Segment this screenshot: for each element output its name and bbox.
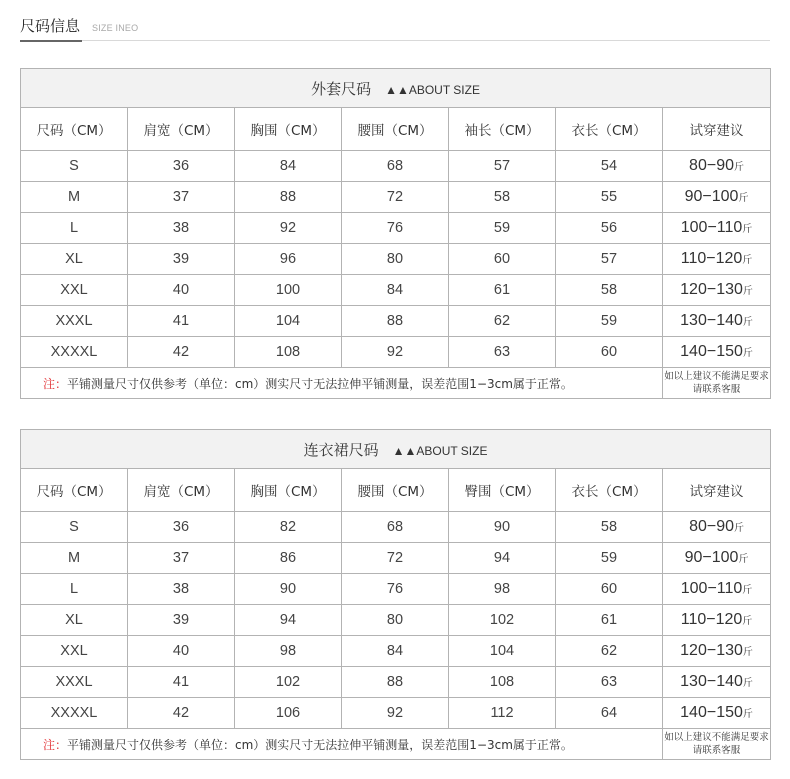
column-header: 衣长（CM） (556, 108, 663, 151)
table-cell: 42 (128, 337, 235, 368)
table-cell: 94 (449, 543, 556, 574)
table-cell: 41 (128, 667, 235, 698)
fit-advice-cell (663, 574, 771, 605)
table-cell: 58 (556, 275, 663, 306)
fit-advice-cell (663, 667, 771, 698)
table-cell: 57 (449, 151, 556, 182)
table-cell: L (21, 213, 128, 244)
column-header: 腰围（CM） (342, 469, 449, 512)
table-cell: 76 (342, 213, 449, 244)
table-cell: XXXXL (21, 337, 128, 368)
weight-unit: 斤 (738, 554, 749, 565)
fit-advice-cell (663, 698, 771, 729)
column-header: 袖长（CM） (449, 108, 556, 151)
column-header: 试穿建议 (663, 108, 771, 151)
table-cell: 39 (128, 244, 235, 275)
contact-service-note: 如以上建议不能满足要求请联系客服 (663, 729, 771, 760)
table-cell: 59 (556, 306, 663, 337)
table-cell: 80 (342, 244, 449, 275)
table-cell: 82 (235, 512, 342, 543)
table-cell: 98 (235, 636, 342, 667)
table-cell: 62 (556, 636, 663, 667)
column-header: 胸围（CM） (235, 108, 342, 151)
table-cell: 58 (556, 512, 663, 543)
weight-range: 80−90 (689, 518, 734, 535)
weight-unit: 斤 (742, 317, 753, 328)
table-cell: XXL (21, 636, 128, 667)
table-cell: 56 (556, 213, 663, 244)
table-cell: 96 (235, 244, 342, 275)
table-cell: 38 (128, 213, 235, 244)
note-label: 注： (43, 376, 68, 391)
table-row (21, 182, 771, 213)
table-cell: 38 (128, 574, 235, 605)
fit-advice-cell (663, 512, 771, 543)
table-cell: XL (21, 244, 128, 275)
weight-range: 130−140 (680, 312, 743, 329)
table-cell: 104 (449, 636, 556, 667)
table-cell: S (21, 512, 128, 543)
table-cell: 92 (342, 337, 449, 368)
table-cell: 64 (556, 698, 663, 729)
table-title-row (21, 69, 771, 108)
fit-advice-cell (663, 306, 771, 337)
table-cell: 84 (342, 275, 449, 306)
table-cell: L (21, 574, 128, 605)
table-cell: 108 (449, 667, 556, 698)
weight-range: 110−120 (680, 611, 743, 628)
weight-range: 90−100 (684, 188, 739, 205)
table-row (21, 275, 771, 306)
table-cell: 54 (556, 151, 663, 182)
weight-unit: 斤 (742, 255, 753, 266)
coat-size-table (20, 68, 771, 399)
table-cell: 106 (235, 698, 342, 729)
table-cell: 108 (235, 337, 342, 368)
table-cell: XXXL (21, 306, 128, 337)
table-cell: 94 (235, 605, 342, 636)
table-cell: 88 (342, 306, 449, 337)
table-cell: 84 (235, 151, 342, 182)
weight-unit: 斤 (742, 616, 753, 627)
table-cell: 36 (128, 151, 235, 182)
table-cell: 90 (449, 512, 556, 543)
column-header: 试穿建议 (663, 469, 771, 512)
note-cell (21, 729, 663, 760)
weight-range: 100−110 (680, 219, 743, 236)
table-cell: 68 (342, 151, 449, 182)
table-row (21, 574, 771, 605)
table-cell: 62 (449, 306, 556, 337)
table-cell: 37 (128, 543, 235, 574)
table-cell: 86 (235, 543, 342, 574)
table-title: 外套尺码 (311, 79, 372, 98)
table-cell: 61 (556, 605, 663, 636)
table-row (21, 667, 771, 698)
table-title-cell (21, 69, 771, 108)
table-row (21, 605, 771, 636)
table-cell: XL (21, 605, 128, 636)
table-row (21, 244, 771, 275)
fit-advice-cell (663, 337, 771, 368)
column-header: 尺码（CM） (21, 469, 128, 512)
table-cell: 88 (342, 667, 449, 698)
table-row (21, 512, 771, 543)
table-cell: 68 (342, 512, 449, 543)
section-header (20, 14, 770, 41)
table-cell: 60 (449, 244, 556, 275)
note-label: 注： (43, 737, 68, 752)
table-title: 连衣裙尺码 (303, 440, 379, 459)
table-cell: 80 (342, 605, 449, 636)
table-title-cell (21, 430, 771, 469)
column-header: 肩宽（CM） (128, 469, 235, 512)
table-cell: 88 (235, 182, 342, 213)
table-cell: 92 (235, 213, 342, 244)
about-size-label: ▲▲ABOUT SIZE (392, 443, 488, 458)
weight-unit: 斤 (742, 709, 753, 720)
table-cell: 104 (235, 306, 342, 337)
weight-unit: 斤 (742, 585, 753, 596)
table-cell: XXXL (21, 667, 128, 698)
section-title: 尺码信息 (20, 14, 82, 42)
weight-range: 130−140 (680, 673, 743, 690)
note-text: 平铺测量尺寸仅供参考（单位：cm）测实尺寸无法拉伸平铺测量，误差范围1−3cm属于正常。 (67, 376, 573, 391)
fit-advice-cell (663, 182, 771, 213)
table-cell: 58 (449, 182, 556, 213)
weight-range: 140−150 (680, 343, 743, 360)
table-title-row (21, 430, 771, 469)
column-header: 腰围（CM） (342, 108, 449, 151)
weight-range: 90−100 (684, 549, 739, 566)
column-header: 臀围（CM） (449, 469, 556, 512)
table-cell: M (21, 543, 128, 574)
table-row (21, 543, 771, 574)
table-cell: 61 (449, 275, 556, 306)
fit-advice-cell (663, 605, 771, 636)
table-cell: 102 (235, 667, 342, 698)
column-header: 胸围（CM） (235, 469, 342, 512)
table-cell: S (21, 151, 128, 182)
weight-unit: 斤 (742, 647, 753, 658)
table-cell: 41 (128, 306, 235, 337)
note-row (21, 729, 771, 760)
fit-advice-cell (663, 151, 771, 182)
table-cell: 84 (342, 636, 449, 667)
note-row (21, 368, 771, 399)
weight-range: 120−130 (680, 642, 743, 659)
table-row (21, 337, 771, 368)
table-cell: 60 (556, 337, 663, 368)
table-cell: 59 (449, 213, 556, 244)
table-cell: 72 (342, 543, 449, 574)
table-cell: 36 (128, 512, 235, 543)
table-cell: XXL (21, 275, 128, 306)
weight-unit: 斤 (734, 523, 744, 534)
table-cell: 63 (449, 337, 556, 368)
table-cell: 37 (128, 182, 235, 213)
table-row (21, 698, 771, 729)
table-cell: 98 (449, 574, 556, 605)
column-header: 衣长（CM） (556, 469, 663, 512)
weight-range: 100−110 (680, 580, 743, 597)
weight-range: 110−120 (680, 250, 743, 267)
column-header: 肩宽（CM） (128, 108, 235, 151)
note-text: 平铺测量尺寸仅供参考（单位：cm）测实尺寸无法拉伸平铺测量，误差范围1−3cm属于正常。 (67, 737, 573, 752)
dress-size-table (20, 429, 771, 760)
table-cell: 112 (449, 698, 556, 729)
fit-advice-cell (663, 636, 771, 667)
table-cell: 100 (235, 275, 342, 306)
weight-unit: 斤 (742, 348, 753, 359)
weight-range: 140−150 (680, 704, 743, 721)
about-size-label: ▲▲ABOUT SIZE (385, 82, 480, 97)
table-cell: M (21, 182, 128, 213)
table-cell: 42 (128, 698, 235, 729)
weight-unit: 斤 (738, 193, 749, 204)
table-cell: 92 (342, 698, 449, 729)
weight-unit: 斤 (742, 286, 753, 297)
table-cell: 90 (235, 574, 342, 605)
weight-range: 80−90 (689, 157, 734, 174)
fit-advice-cell (663, 275, 771, 306)
table-cell: 72 (342, 182, 449, 213)
table-cell: 102 (449, 605, 556, 636)
fit-advice-cell (663, 244, 771, 275)
table-row (21, 306, 771, 337)
weight-unit: 斤 (742, 678, 753, 689)
table-cell: 59 (556, 543, 663, 574)
table-cell: 55 (556, 182, 663, 213)
weight-range: 120−130 (680, 281, 743, 298)
column-header: 尺码（CM） (21, 108, 128, 151)
weight-unit: 斤 (733, 162, 744, 173)
table-cell: 40 (128, 275, 235, 306)
table-row (21, 636, 771, 667)
table-cell: 63 (556, 667, 663, 698)
note-cell (21, 368, 663, 399)
table-cell: XXXXL (21, 698, 128, 729)
table-row (21, 213, 771, 244)
section-subtitle: SIZE INEO (92, 23, 139, 33)
contact-service-note: 如以上建议不能满足要求请联系客服 (663, 368, 771, 399)
weight-unit: 斤 (742, 224, 753, 235)
table-cell: 57 (556, 244, 663, 275)
table-cell: 76 (342, 574, 449, 605)
column-header-row (21, 108, 771, 151)
fit-advice-cell (663, 213, 771, 244)
table-cell: 40 (128, 636, 235, 667)
table-row (21, 151, 771, 182)
column-header-row (21, 469, 771, 512)
table-cell: 60 (556, 574, 663, 605)
table-cell: 39 (128, 605, 235, 636)
fit-advice-cell (663, 543, 771, 574)
